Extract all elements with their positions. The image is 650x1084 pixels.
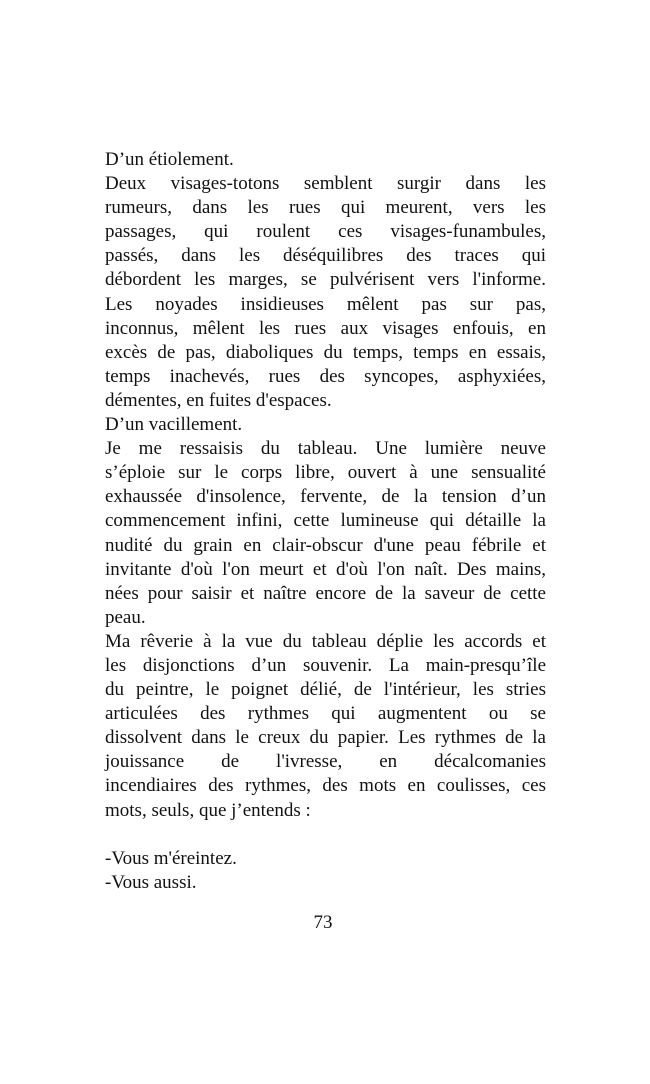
text-line — [105, 823, 546, 847]
text-line: passés, dans les déséquilibres des traces qui — [105, 245, 546, 267]
text-line: temps inachevés, rues des syncopes, asphyxiées, — [105, 365, 546, 387]
page-number: 73 — [313, 912, 333, 933]
text-line: nées pour saisir et naître encore de la saveur de cette — [105, 582, 546, 604]
text-line: -Vous aussi. — [105, 871, 197, 893]
text-line: peau. — [105, 606, 146, 628]
text-line: mots, seuls, que j’entends : — [105, 799, 311, 821]
text-line: incendiaires des rythmes, des mots en coulisses, ces — [105, 775, 546, 797]
text-line: Ma rêverie à la vue du tableau déplie les accords et — [105, 630, 546, 652]
text-line: exhaussée d'insolence, fervente, de la tension d’un — [105, 486, 546, 508]
text-line: inconnus, mêlent les rues aux visages enfouis, en — [105, 317, 546, 339]
text-line: Deux visages-totons semblent surgir dans les — [105, 173, 546, 195]
text-line: jouissance de l'ivresse, en décalcomanies — [105, 751, 546, 773]
text-line: commencement infini, cette lumineuse qui détaille la — [105, 510, 546, 532]
text-line: démentes, en fuites d'espaces. — [105, 389, 332, 411]
text-line: Les noyades insidieuses mêlent pas sur pas, — [105, 293, 546, 315]
text-line: -Vous m'éreintez. — [105, 847, 237, 869]
text-line: D’un vacillement. — [105, 414, 243, 436]
text-line: Je me ressaisis du tableau. Une lumière neuve — [105, 438, 546, 460]
text-line: débordent les marges, se pulvérisent vers l'informe. — [105, 269, 546, 291]
text-line: nudité du grain en clair-obscur d'une peau fébrile et — [105, 534, 546, 556]
text-line: passages, qui roulent ces visages-funambules, — [105, 221, 546, 243]
text-line: excès de pas, diaboliques du temps, temps en essais, — [105, 341, 546, 363]
body-text — [105, 148, 546, 895]
text-line: rumeurs, dans les rues qui meurent, vers les — [105, 197, 546, 219]
text-line: articulées des rythmes qui augmentent ou se — [105, 703, 546, 725]
text-line: du peintre, le poignet délié, de l'intérieur, les stries — [105, 679, 546, 701]
text-line: D’un étiolement. — [105, 149, 234, 170]
text-line: dissolvent dans le creux du papier. Les rythmes de la — [105, 727, 546, 749]
text-line: invitante d'où l'on meurt et d'où l'on naît. Des mains, — [105, 558, 546, 580]
text-line: les disjonctions d’un souvenir. La main-presqu’île — [105, 654, 546, 676]
text-line: s’éploie sur le corps libre, ouvert à une sensualité — [105, 462, 546, 484]
